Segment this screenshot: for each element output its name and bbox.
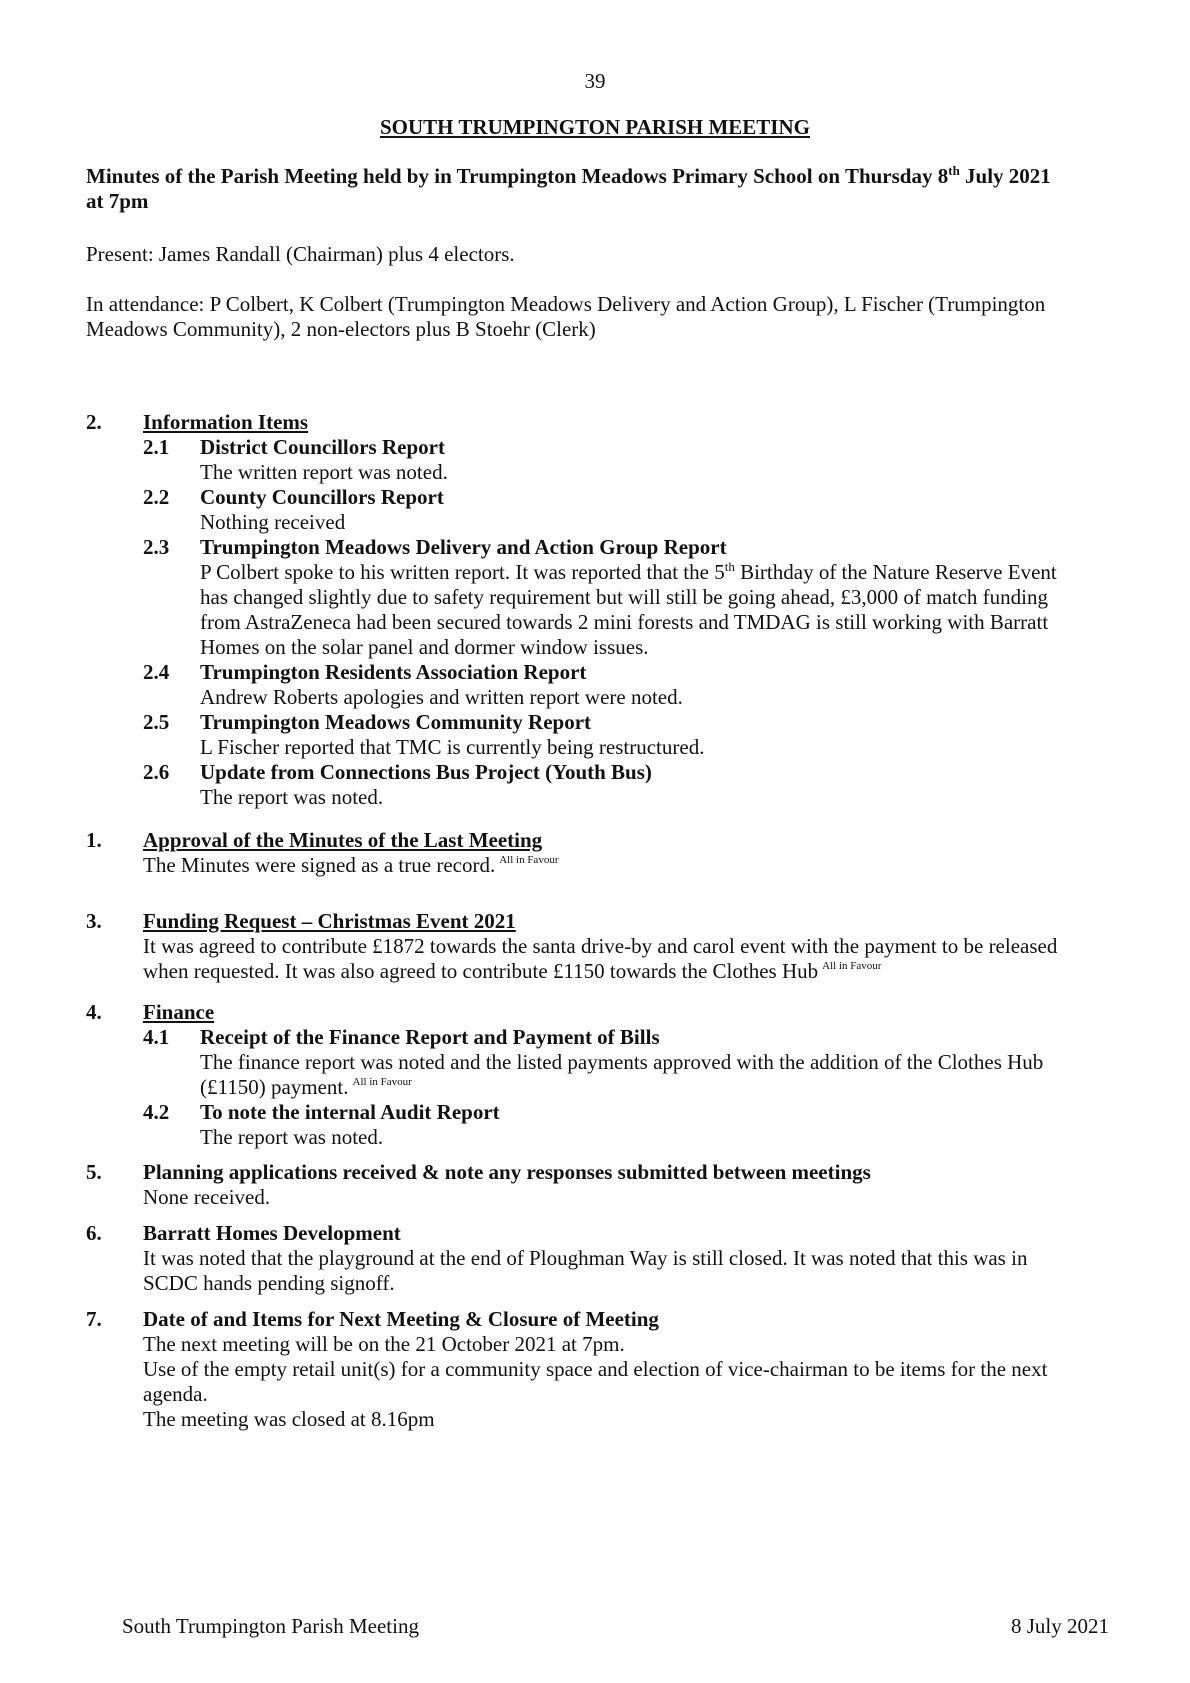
item-text-line1: The next meeting will be on the 21 October 2021 at 7pm.	[143, 1332, 625, 1356]
subitem-residents	[200, 660, 683, 710]
footer-right: 8 July 2021	[1010, 1614, 1109, 1638]
text-run: Birthday of the Nature Reserve Event	[734, 560, 1057, 584]
footer-left: South Trumpington Parish Meeting	[122, 1614, 419, 1638]
subitem-number: 2.4	[143, 660, 170, 684]
item-text-line3: agenda.	[143, 1382, 208, 1406]
item-number: 4.	[86, 1000, 102, 1024]
item-text-line4: The meeting was closed at 8.16pm	[143, 1407, 435, 1431]
document-title: SOUTH TRUMPINGTON PARISH MEETING	[380, 115, 810, 139]
subitem-community	[200, 710, 704, 760]
item-number: 6.	[86, 1221, 102, 1245]
vote-tag: All in Favour	[822, 960, 882, 972]
item-title: Barratt Homes Development	[143, 1221, 401, 1245]
subitem-number: 4.2	[143, 1100, 170, 1124]
attendance-line2: Meadows Community), 2 non-electors plus B Stoehr (Clerk)	[86, 317, 596, 341]
item-text-line2: Use of the empty retail unit(s) for a community space and election of vice-chairman to be items for the next	[143, 1357, 1048, 1381]
page-number: 39	[584, 69, 606, 93]
subitem-title: Trumpington Meadows Delivery and Action Group Report	[200, 535, 727, 559]
subitem-title: Trumpington Residents Association Report	[200, 660, 587, 684]
text-run: P Colbert spoke to his written report. It was reported that the 5	[200, 560, 725, 584]
text-run: The Minutes were signed as a true record.	[143, 853, 496, 877]
subitem-number: 4.1	[143, 1025, 170, 1049]
subitem-title: Receipt of the Finance Report and Payment of Bills	[200, 1025, 660, 1049]
text-run: when requested. It was also agreed to contribute £1150 towards the Clothes Hub	[143, 959, 819, 983]
heading-sup: th	[948, 163, 960, 178]
subitem-number: 2.5	[143, 710, 170, 734]
subitem-number: 2.1	[143, 435, 170, 459]
item-planning	[143, 1160, 1123, 1210]
item-funding	[143, 909, 1123, 984]
subitem-number: 2.3	[143, 535, 170, 559]
heading-date: July 2021	[959, 164, 1051, 188]
minutes-heading	[86, 164, 1126, 214]
subitem-text: The report was noted.	[200, 785, 384, 809]
item-text: None received.	[143, 1185, 271, 1209]
item-title: Approval of the Minutes of the Last Meeting	[143, 828, 543, 852]
item-number: 2.	[86, 410, 102, 434]
subitem-tmdag	[200, 535, 1130, 660]
heading-text: Minutes of the Parish Meeting held by in Trumpington Meadows Primary School on Thursday 8	[86, 164, 949, 188]
subitem-text-line3: from AstraZeneca had been secured towards 2 mini forests and TMDAG is still working with Barratt	[200, 610, 1049, 634]
item-text-line2	[143, 959, 1123, 984]
subitem-number: 2.6	[143, 760, 170, 784]
item-number: 1.	[86, 828, 102, 852]
item-text-line1: It was agreed to contribute £1872 towards the santa drive-by and carol event with the payment to be released	[143, 934, 1058, 958]
subitem-title: District Councillors Report	[200, 435, 445, 459]
subitem-text: Andrew Roberts apologies and written report were noted.	[200, 685, 683, 709]
subitem-youth-bus	[200, 760, 652, 810]
subitem-text-line2: has changed slightly due to safety requirement but will still be going ahead, £3,000 of match funding	[200, 585, 1048, 609]
subitem-audit	[200, 1100, 500, 1150]
subitem-text-line1: The finance report was noted and the listed payments approved with the addition of the Clothes Hub	[200, 1050, 1044, 1074]
item-next-meeting	[143, 1307, 1123, 1432]
subitem-title: County Councillors Report	[200, 485, 444, 509]
subitem-text: The written report was noted.	[200, 460, 448, 484]
subitem-text: Nothing received	[200, 510, 346, 534]
text-run: (£1150) payment.	[200, 1075, 349, 1099]
item-text-line2: SCDC hands pending signoff.	[143, 1271, 395, 1295]
item-approval	[143, 828, 1123, 878]
item-number: 3.	[86, 909, 102, 933]
subitem-text-line2	[200, 1075, 1130, 1100]
item-text	[143, 853, 1123, 878]
subitem-text-line1	[200, 560, 1130, 585]
item-title-information: Information Items	[143, 410, 309, 434]
vote-tag: All in Favour	[499, 854, 559, 866]
subitem-district	[200, 435, 448, 485]
minutes-heading-line1	[86, 164, 1126, 189]
minutes-heading-line2: at 7pm	[86, 189, 149, 213]
subitem-text: The report was noted.	[200, 1125, 384, 1149]
subitem-title: Update from Connections Bus Project (Youth Bus)	[200, 760, 652, 784]
subitem-title: Trumpington Meadows Community Report	[200, 710, 592, 734]
vote-tag: All in Favour	[352, 1076, 412, 1088]
item-barratt	[143, 1221, 1123, 1296]
subitem-county	[200, 485, 444, 535]
item-title: Planning applications received & note any responses submitted between meetings	[143, 1160, 871, 1184]
item-title: Date of and Items for Next Meeting & Closure of Meeting	[143, 1307, 659, 1331]
item-title-finance: Finance	[143, 1000, 215, 1024]
attendance-line1: In attendance: P Colbert, K Colbert (Trumpington Meadows Delivery and Action Group), L Fischer (Trumpington	[86, 292, 1046, 316]
present-line: Present: James Randall (Chairman) plus 4 electors.	[86, 242, 515, 266]
ordinal-sup: th	[724, 559, 735, 574]
subitem-finance-report	[200, 1025, 1130, 1100]
subitem-text: L Fischer reported that TMC is currently being restructured.	[200, 735, 705, 759]
item-text-line1: It was noted that the playground at the end of Ploughman Way is still closed. It was noted that this was in	[143, 1246, 1028, 1270]
item-number: 5.	[86, 1160, 102, 1184]
subitem-number: 2.2	[143, 485, 170, 509]
subitem-title: To note the internal Audit Report	[200, 1100, 500, 1124]
subitem-text-line4: Homes on the solar panel and dormer window issues.	[200, 635, 649, 659]
item-number: 7.	[86, 1307, 102, 1331]
attendance	[86, 292, 1126, 342]
item-title: Funding Request – Christmas Event 2021	[143, 909, 516, 933]
